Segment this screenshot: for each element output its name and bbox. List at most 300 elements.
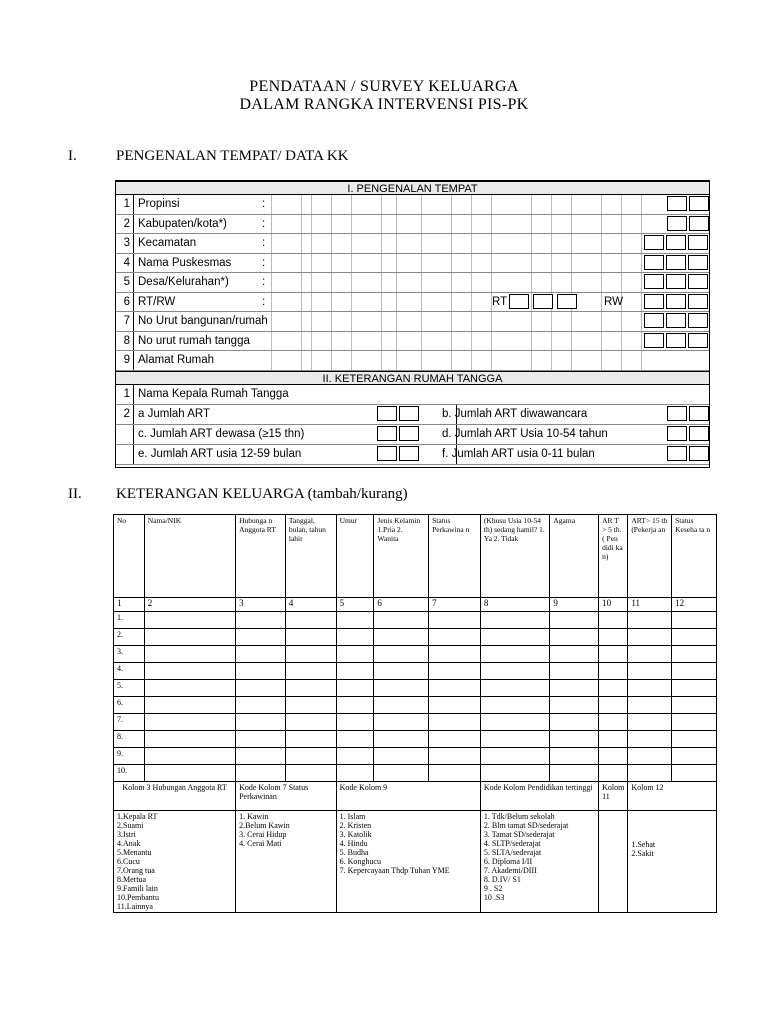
rt-label: RT bbox=[492, 295, 508, 308]
table-cell[interactable] bbox=[429, 680, 481, 697]
table-cell[interactable] bbox=[285, 646, 336, 663]
table-cell[interactable] bbox=[599, 629, 628, 646]
grid-line bbox=[421, 215, 422, 234]
grid-line bbox=[271, 273, 272, 292]
table-cell[interactable] bbox=[285, 680, 336, 697]
code-list-k12 bbox=[628, 811, 717, 913]
table-cell[interactable] bbox=[236, 765, 286, 782]
grid-line bbox=[451, 254, 452, 273]
code-item: 7. Akademi/DIII bbox=[483, 866, 537, 875]
grid-line bbox=[271, 332, 272, 351]
grid-line bbox=[531, 273, 532, 292]
grid-line bbox=[601, 254, 602, 273]
grid-line bbox=[381, 195, 382, 214]
code-list-k3 bbox=[114, 811, 236, 913]
column-number: 2 bbox=[144, 598, 235, 612]
code-item: 7. Kepercayaan Thdp Tuhan YME bbox=[339, 866, 450, 875]
table-cell[interactable] bbox=[599, 748, 628, 765]
code-header-k9: Kode Kolom 9 bbox=[336, 782, 480, 811]
table-cell[interactable] bbox=[672, 697, 717, 714]
table-cell[interactable] bbox=[672, 765, 717, 782]
table-cell[interactable] bbox=[236, 612, 286, 629]
colon: : bbox=[262, 256, 266, 269]
table-cell[interactable] bbox=[599, 646, 628, 663]
table-cell[interactable] bbox=[374, 731, 429, 748]
grid-line bbox=[451, 273, 452, 292]
table-cell[interactable] bbox=[336, 697, 374, 714]
table-cell[interactable] bbox=[480, 748, 549, 765]
table-cell[interactable] bbox=[429, 714, 481, 731]
table-row bbox=[114, 646, 717, 663]
code-box[interactable] bbox=[689, 196, 709, 211]
grid-line bbox=[331, 332, 332, 351]
table-cell[interactable] bbox=[144, 680, 235, 697]
table-cell[interactable] bbox=[374, 765, 429, 782]
table-cell[interactable] bbox=[236, 680, 286, 697]
grid-line bbox=[381, 312, 382, 331]
rumah-tangga-row bbox=[116, 425, 709, 445]
code-box[interactable] bbox=[399, 446, 419, 461]
grid-line bbox=[311, 234, 312, 253]
code-item: 5. Budha bbox=[339, 848, 369, 857]
table-cell[interactable] bbox=[599, 731, 628, 748]
grid-line bbox=[491, 332, 492, 351]
table-cell[interactable] bbox=[599, 765, 628, 782]
table-cell[interactable] bbox=[628, 663, 672, 680]
grid-line bbox=[396, 332, 397, 351]
code-box[interactable] bbox=[399, 406, 419, 421]
column-number: 10 bbox=[599, 598, 628, 612]
table-cell[interactable] bbox=[550, 663, 599, 680]
table-cell[interactable] bbox=[628, 748, 672, 765]
code-list-k10 bbox=[480, 811, 598, 913]
grid-line bbox=[531, 234, 532, 253]
code-box[interactable] bbox=[377, 446, 397, 461]
table-cell[interactable] bbox=[480, 731, 549, 748]
code-box[interactable] bbox=[399, 426, 419, 441]
divider bbox=[456, 425, 457, 444]
code-box[interactable] bbox=[667, 196, 687, 211]
code-box[interactable] bbox=[666, 255, 686, 270]
grid-line bbox=[571, 215, 572, 234]
code-item: 9 . S2 bbox=[483, 884, 503, 893]
row-number: 6. bbox=[114, 697, 145, 714]
table-cell[interactable] bbox=[336, 663, 374, 680]
rw-label: RW bbox=[604, 295, 623, 308]
code-box[interactable] bbox=[644, 333, 664, 348]
table-cell[interactable] bbox=[628, 714, 672, 731]
grid-line bbox=[641, 234, 642, 253]
grid-line bbox=[451, 195, 452, 214]
code-box[interactable] bbox=[509, 294, 529, 309]
row-number bbox=[116, 425, 134, 444]
column-header: No bbox=[114, 515, 145, 598]
grid-line bbox=[451, 293, 452, 312]
table-cell[interactable] bbox=[336, 714, 374, 731]
table-cell[interactable] bbox=[672, 663, 717, 680]
column-number: 6 bbox=[374, 598, 429, 612]
code-box[interactable] bbox=[667, 426, 687, 441]
table-cell[interactable] bbox=[236, 714, 286, 731]
grid-line bbox=[551, 312, 552, 331]
column-number: 3 bbox=[236, 598, 286, 612]
keterangan-keluarga-table bbox=[113, 514, 717, 913]
row-label: No Urut bangunan/rumah bbox=[138, 315, 268, 327]
table-cell[interactable] bbox=[236, 697, 286, 714]
table-cell[interactable] bbox=[236, 629, 286, 646]
code-box[interactable] bbox=[667, 216, 687, 231]
grid-line bbox=[551, 351, 552, 370]
grid-line bbox=[641, 332, 642, 351]
table-cell[interactable] bbox=[336, 680, 374, 697]
grid-line bbox=[621, 312, 622, 331]
grid-line bbox=[471, 332, 472, 351]
table-cell[interactable] bbox=[144, 612, 235, 629]
grid-line bbox=[471, 293, 472, 312]
rumah-tangga-row bbox=[116, 445, 709, 465]
code-item: 6.Cucu bbox=[117, 857, 140, 866]
table-cell[interactable] bbox=[429, 731, 481, 748]
grid-line bbox=[491, 312, 492, 331]
code-box[interactable] bbox=[688, 255, 708, 270]
grid-line bbox=[381, 332, 382, 351]
code-box[interactable] bbox=[689, 216, 709, 231]
table-cell[interactable] bbox=[374, 663, 429, 680]
column-header: ART> 15 th (Pekerja an bbox=[628, 515, 672, 598]
table-cell[interactable] bbox=[285, 612, 336, 629]
column-number: 12 bbox=[672, 598, 717, 612]
table-cell[interactable] bbox=[628, 680, 672, 697]
art-label-left: a Jumlah ART bbox=[138, 407, 211, 420]
table-cell[interactable] bbox=[236, 731, 286, 748]
grid-line bbox=[351, 215, 352, 234]
code-item: 6. Diploma I/II bbox=[483, 857, 533, 866]
code-box[interactable] bbox=[644, 255, 664, 270]
grid-line bbox=[396, 234, 397, 253]
table-cell[interactable] bbox=[285, 663, 336, 680]
row-number: 9 bbox=[116, 351, 134, 370]
code-item: 4.Anak bbox=[117, 839, 141, 848]
code-item: 1. Kawin bbox=[239, 812, 269, 821]
grid-line bbox=[621, 254, 622, 273]
code-box[interactable] bbox=[667, 406, 687, 421]
table-cell[interactable] bbox=[480, 714, 549, 731]
grid-line bbox=[531, 195, 532, 214]
code-box[interactable] bbox=[688, 235, 708, 250]
grid-line bbox=[311, 195, 312, 214]
header-pengenalan-tempat: I. PENGENALAN TEMPAT bbox=[116, 181, 709, 195]
grid-line bbox=[551, 234, 552, 253]
row-number bbox=[116, 445, 134, 464]
grid-line bbox=[331, 293, 332, 312]
row-label: Propinsi bbox=[138, 198, 180, 210]
code-item: 7.Orang tua bbox=[117, 866, 155, 875]
table-cell[interactable] bbox=[599, 680, 628, 697]
table-cell[interactable] bbox=[550, 646, 599, 663]
table-cell[interactable] bbox=[480, 765, 549, 782]
grid-line bbox=[451, 234, 452, 253]
code-item: 8.Mertua bbox=[117, 875, 147, 884]
grid-line bbox=[551, 273, 552, 292]
table-cell[interactable] bbox=[628, 731, 672, 748]
table-cell[interactable] bbox=[144, 714, 235, 731]
table-cell[interactable] bbox=[236, 748, 286, 765]
table-cell[interactable] bbox=[336, 765, 374, 782]
row-label: RT/RW bbox=[138, 295, 176, 308]
code-box[interactable] bbox=[689, 446, 709, 461]
code-item: 1.Sehat bbox=[631, 840, 656, 849]
table-cell[interactable] bbox=[429, 612, 481, 629]
grid-line bbox=[421, 312, 422, 331]
code-box[interactable] bbox=[689, 406, 709, 421]
grid-line bbox=[396, 254, 397, 273]
colon: : bbox=[262, 276, 266, 288]
table-cell[interactable] bbox=[628, 765, 672, 782]
table-cell[interactable] bbox=[336, 646, 374, 663]
code-box[interactable] bbox=[377, 406, 397, 421]
section-i-numeral: I. bbox=[68, 148, 77, 164]
code-item: 3. Tamat SD/sederajat bbox=[483, 830, 555, 839]
grid-line bbox=[551, 332, 552, 351]
table-cell[interactable] bbox=[628, 697, 672, 714]
grid-line bbox=[331, 312, 332, 331]
row-number: 3 bbox=[116, 234, 134, 253]
table-cell[interactable] bbox=[285, 629, 336, 646]
code-item: 1. Islam bbox=[339, 812, 366, 821]
table-row bbox=[114, 663, 717, 680]
table-cell[interactable] bbox=[672, 629, 717, 646]
row-kecamatan bbox=[116, 234, 709, 254]
code-item: 8. D.IV/ S1 bbox=[483, 875, 521, 884]
column-header: Tanggal, bulan, tahun lahir bbox=[285, 515, 336, 598]
table-cell[interactable] bbox=[672, 714, 717, 731]
grid-line bbox=[621, 332, 622, 351]
code-item: 4. Cerai Mati bbox=[239, 839, 282, 848]
grid-line bbox=[601, 351, 602, 370]
table-cell[interactable] bbox=[480, 612, 549, 629]
row-number: 2. bbox=[114, 629, 145, 646]
code-box[interactable] bbox=[644, 274, 664, 289]
table-cell[interactable] bbox=[480, 646, 549, 663]
code-box[interactable] bbox=[666, 313, 686, 328]
table-cell[interactable] bbox=[144, 646, 235, 663]
table-cell[interactable] bbox=[550, 612, 599, 629]
grid-line bbox=[491, 254, 492, 273]
table-cell[interactable] bbox=[374, 697, 429, 714]
code-box[interactable] bbox=[557, 294, 577, 309]
row-number: 7 bbox=[116, 312, 134, 331]
table-cell[interactable] bbox=[336, 612, 374, 629]
grid-line bbox=[641, 195, 642, 214]
grid-line bbox=[331, 254, 332, 273]
table-cell[interactable] bbox=[374, 629, 429, 646]
code-item: 10.Pembantu bbox=[117, 893, 159, 902]
table-cell[interactable] bbox=[550, 697, 599, 714]
code-box[interactable] bbox=[377, 426, 397, 441]
code-box[interactable] bbox=[666, 235, 686, 250]
table-cell[interactable] bbox=[236, 663, 286, 680]
table-cell[interactable] bbox=[374, 646, 429, 663]
table-cell[interactable] bbox=[599, 612, 628, 629]
table-row bbox=[114, 748, 717, 765]
table-cell[interactable] bbox=[336, 748, 374, 765]
table-cell[interactable] bbox=[672, 612, 717, 629]
table-cell[interactable] bbox=[429, 748, 481, 765]
code-box[interactable] bbox=[666, 333, 686, 348]
table-cell[interactable] bbox=[144, 663, 235, 680]
row-label: Nama Puskesmas bbox=[138, 256, 232, 269]
grid-line bbox=[381, 234, 382, 253]
column-number: 5 bbox=[336, 598, 374, 612]
table-cell[interactable] bbox=[144, 765, 235, 782]
art-label-right: f. Jumlah ART usia 0-11 bulan bbox=[442, 447, 595, 460]
table-cell[interactable] bbox=[672, 731, 717, 748]
row-number: 1. bbox=[114, 612, 145, 629]
table-cell[interactable] bbox=[550, 714, 599, 731]
table-cell[interactable] bbox=[374, 714, 429, 731]
code-box[interactable] bbox=[666, 294, 686, 309]
column-header: (Khusu Usia 10-54 th) sedang hamil? 1. Ya 2. Tidak bbox=[480, 515, 549, 598]
table-cell[interactable] bbox=[144, 629, 235, 646]
table-cell[interactable] bbox=[480, 629, 549, 646]
table-cell[interactable] bbox=[285, 731, 336, 748]
grid-line bbox=[451, 215, 452, 234]
table-row bbox=[114, 697, 717, 714]
grid-line bbox=[641, 215, 642, 234]
code-box[interactable] bbox=[666, 274, 686, 289]
table-cell[interactable] bbox=[628, 646, 672, 663]
table-cell[interactable] bbox=[480, 680, 549, 697]
row-number: 5 bbox=[116, 273, 134, 292]
code-box[interactable] bbox=[688, 294, 708, 309]
table-cell[interactable] bbox=[144, 748, 235, 765]
table-cell[interactable] bbox=[236, 646, 286, 663]
table-cell[interactable] bbox=[550, 748, 599, 765]
grid-line bbox=[471, 215, 472, 234]
section-i-title: PENGENALAN TEMPAT/ DATA KK bbox=[116, 148, 349, 164]
grid-line bbox=[571, 254, 572, 273]
grid-line bbox=[571, 273, 572, 292]
table-cell[interactable] bbox=[599, 714, 628, 731]
table-cell[interactable] bbox=[550, 629, 599, 646]
table-cell[interactable] bbox=[144, 731, 235, 748]
code-box[interactable] bbox=[688, 274, 708, 289]
grid-line bbox=[381, 273, 382, 292]
table-cell[interactable] bbox=[285, 748, 336, 765]
grid-line bbox=[351, 273, 352, 292]
table-cell[interactable] bbox=[672, 646, 717, 663]
code-item: 10 .S3 bbox=[483, 893, 505, 902]
grid-line bbox=[381, 215, 382, 234]
column-header: Status Keseha ta n bbox=[672, 515, 717, 598]
grid-line bbox=[396, 215, 397, 234]
code-box[interactable] bbox=[644, 294, 664, 309]
row-desa-kelurahan- bbox=[116, 273, 709, 293]
table-cell[interactable] bbox=[429, 646, 481, 663]
grid-line bbox=[571, 332, 572, 351]
code-item: 2.Sakit bbox=[631, 849, 654, 858]
table-cell[interactable] bbox=[429, 629, 481, 646]
grid-line bbox=[491, 273, 492, 292]
table-cell[interactable] bbox=[480, 697, 549, 714]
column-number: 4 bbox=[285, 598, 336, 612]
grid-line bbox=[351, 293, 352, 312]
row-number: 2 bbox=[116, 215, 134, 234]
row-no-urut-bangunan-rumah bbox=[116, 312, 709, 332]
grid-line bbox=[471, 234, 472, 253]
art-label-right: d. Jumlah ART Usia 10-54 tahun bbox=[442, 427, 608, 440]
table-cell[interactable] bbox=[374, 612, 429, 629]
row-number: 7. bbox=[114, 714, 145, 731]
art-label-left: c. Jumlah ART dewasa (≥15 thn) bbox=[138, 427, 305, 440]
grid-line bbox=[571, 351, 572, 370]
grid-line bbox=[301, 332, 302, 351]
column-number: 1 bbox=[114, 598, 145, 612]
code-item: 6. Konghucu bbox=[339, 857, 381, 866]
table-cell[interactable] bbox=[285, 714, 336, 731]
code-box[interactable] bbox=[688, 313, 708, 328]
table-cell[interactable] bbox=[285, 765, 336, 782]
row-label: Alamat Rumah bbox=[138, 354, 215, 366]
table-cell[interactable] bbox=[374, 748, 429, 765]
table-cell[interactable] bbox=[628, 629, 672, 646]
grid-line bbox=[381, 293, 382, 312]
table-cell[interactable] bbox=[285, 697, 336, 714]
table-cell[interactable] bbox=[336, 731, 374, 748]
code-box[interactable] bbox=[667, 446, 687, 461]
code-box[interactable] bbox=[644, 313, 664, 328]
grid-line bbox=[271, 254, 272, 273]
table-cell[interactable] bbox=[429, 697, 481, 714]
column-header: Nama/NIK bbox=[144, 515, 235, 598]
table-cell[interactable] bbox=[628, 612, 672, 629]
table-cell[interactable] bbox=[672, 748, 717, 765]
grid-line bbox=[471, 273, 472, 292]
table-cell[interactable] bbox=[429, 765, 481, 782]
grid-line bbox=[621, 195, 622, 214]
code-header-row bbox=[114, 782, 717, 811]
rumah-tangga-row bbox=[116, 385, 709, 405]
row-number: 6 bbox=[116, 293, 134, 312]
grid-line bbox=[621, 234, 622, 253]
table-cell[interactable] bbox=[599, 697, 628, 714]
table-cell[interactable] bbox=[144, 697, 235, 714]
code-box[interactable] bbox=[689, 426, 709, 441]
table-cell[interactable] bbox=[429, 663, 481, 680]
grid-line bbox=[421, 293, 422, 312]
table-cell[interactable] bbox=[374, 680, 429, 697]
code-box[interactable] bbox=[688, 333, 708, 348]
table-cell[interactable] bbox=[336, 629, 374, 646]
grid-line bbox=[301, 195, 302, 214]
table-cell[interactable] bbox=[550, 680, 599, 697]
table-cell[interactable] bbox=[480, 663, 549, 680]
code-box[interactable] bbox=[533, 294, 553, 309]
table-cell[interactable] bbox=[550, 765, 599, 782]
table-cell[interactable] bbox=[550, 731, 599, 748]
grid-line bbox=[396, 273, 397, 292]
table-cell[interactable] bbox=[599, 663, 628, 680]
column-number-row bbox=[114, 598, 717, 612]
code-header-k3: Kolom 3 Hubungan Anggota RT bbox=[114, 782, 236, 811]
grid-line bbox=[351, 351, 352, 370]
code-box[interactable] bbox=[644, 235, 664, 250]
grid-line bbox=[381, 254, 382, 273]
table-header-row bbox=[114, 515, 717, 598]
grid-line bbox=[301, 293, 302, 312]
grid-line bbox=[421, 332, 422, 351]
table-cell[interactable] bbox=[672, 680, 717, 697]
